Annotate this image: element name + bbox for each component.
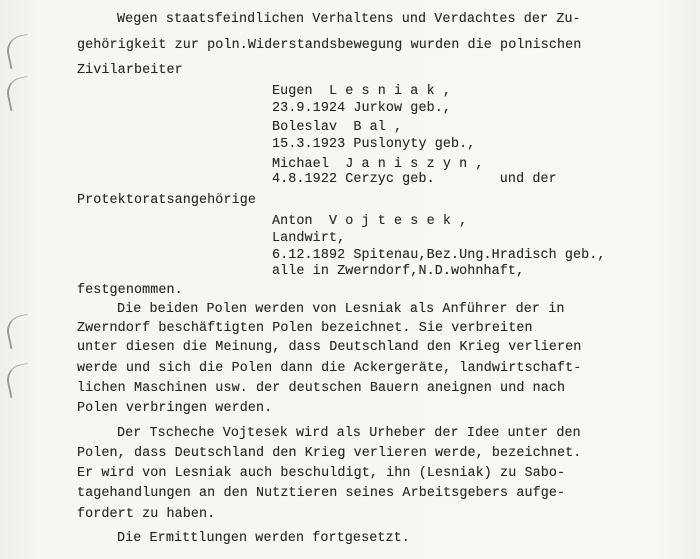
text-line: Zivilarbeiter	[77, 63, 183, 78]
text-line: Boleslav B al ,	[272, 120, 403, 135]
text-line: 15.3.1923 Puslonyty geb.,	[272, 137, 476, 152]
text-line: festgenommen.	[77, 283, 183, 298]
text-line: fordert zu haben.	[77, 507, 216, 522]
text-line: Eugen L e s n i a k ,	[272, 84, 451, 99]
text-line: unter diesen die Meinung, dass Deutschland den Krieg verlieren	[77, 340, 582, 355]
text-line: 6.12.1892 Spitenau,Bez.Ung.Hradisch geb.,	[272, 248, 606, 263]
text-line: lichen Maschinen usw. der deutschen Bauern aneignen und nach	[77, 381, 566, 396]
text-line: gehörigkeit zur poln.Widerstandsbewegung wurden die polnischen	[77, 38, 582, 53]
punch-hole-mark	[4, 34, 34, 69]
punch-hole-mark	[4, 314, 34, 349]
punch-hole-mark	[4, 363, 34, 398]
text-line: 23.9.1924 Jurkow geb.,	[272, 101, 451, 116]
text-line: alle in Zwerndorf,N.D.wohnhaft,	[272, 264, 525, 279]
text-line: Polen, dass Deutschland den Krieg verlieren werde, bezeichnet.	[77, 446, 582, 461]
text-line: 4.8.1922 Cerzyc geb. und der	[272, 172, 557, 187]
text-line: tagehandlungen an den Nutztieren seines Arbeitsgebers aufge-	[77, 486, 566, 501]
text-line: werde und sich die Polen dann die Ackergeräte, landwirtschaft-	[77, 361, 582, 376]
text-line: Zwerndorf beschäftigten Polen bezeichnet. Sie verbreiten	[77, 321, 533, 336]
punch-hole-mark	[4, 76, 34, 111]
text-line: Polen verbringen werden.	[77, 401, 273, 416]
text-line: Michael J a n i s z y n ,	[272, 157, 484, 172]
text-line: Wegen staatsfeindlichen Verhaltens und Verdachtes der Zu-	[117, 12, 581, 27]
text-line: Die beiden Polen werden von Lesniak als Anführer der in	[117, 302, 565, 317]
text-line: Anton V o j t e s e k ,	[272, 214, 468, 229]
text-line: Der Tscheche Vojtesek wird als Urheber der Idee unter den	[117, 426, 581, 441]
text-line: Protektoratsangehörige	[77, 193, 256, 208]
text-line: Die Ermittlungen werden fortgesetzt.	[117, 531, 410, 546]
text-line: Landwirt,	[272, 231, 346, 246]
text-line: Er wird von Lesniak auch beschuldigt, ihn (Lesniak) zu Sabo-	[77, 466, 566, 481]
